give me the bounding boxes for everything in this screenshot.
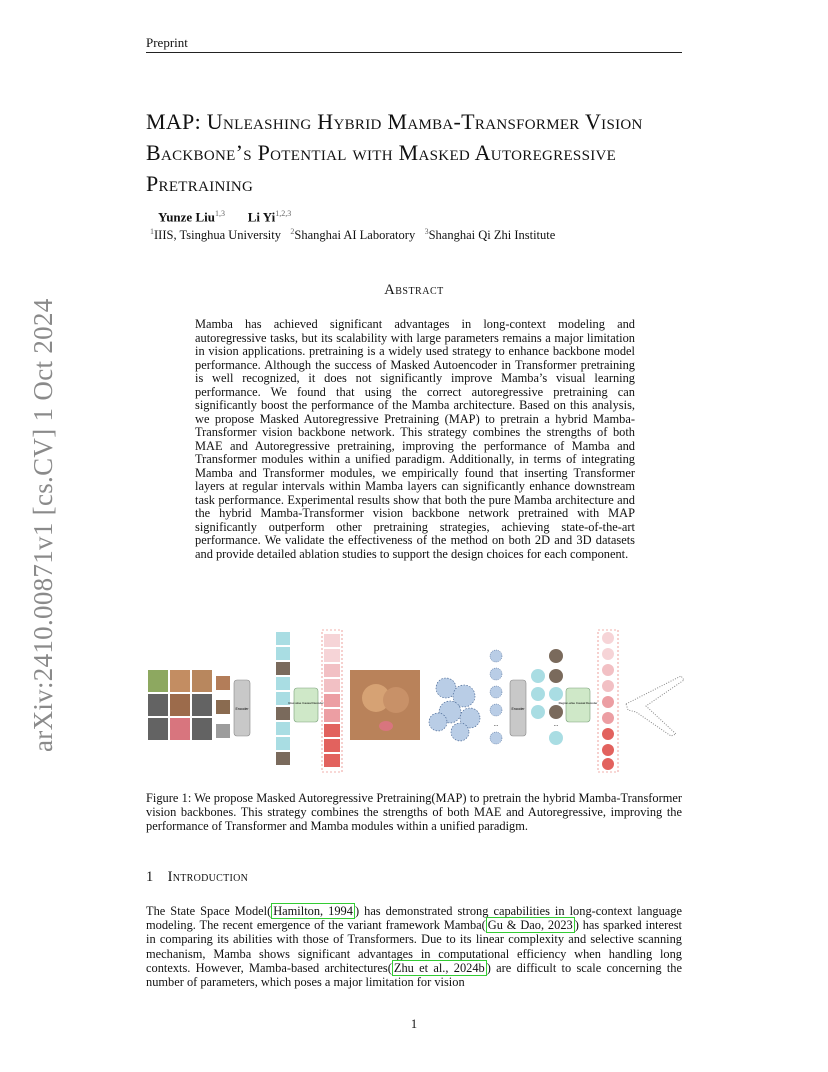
author-affil: 1,3 [214,209,225,218]
encoded-token-column [531,649,563,745]
author-list [158,209,291,225]
intro-text: ) has demonstrated strong capabilities in long-context language modeling. The recent emergence of the variant framework Mamba( [146,904,682,933]
section-heading [146,869,262,886]
reconstructed-image [350,670,420,740]
running-head: Preprint [146,35,188,50]
section-number: 1 [146,869,154,885]
author-name: Li Yi [247,209,276,225]
citation-link[interactable]: Gu & Dao, 2023 [487,918,573,933]
region-decoder-label: Region-wise Causal Decoder [558,701,598,705]
encoder-label-right: Encoder [511,707,525,711]
section-title: Introduction [167,869,249,885]
affiliation-list [150,227,555,243]
point-cloud-groups [429,678,480,741]
author-affil: 1,2,3 [275,209,292,218]
airplane-point-cloud [626,676,684,736]
affil-name: Shanghai Qi Zhi Institute [428,228,556,243]
abstract-heading: Abstract [384,282,444,298]
intro-text: ) are difficult to scale concerning the number of parameters, which poses a major limitation for vision [146,960,682,990]
citation-link[interactable]: Zhu et al., 2024b [393,960,485,975]
header-rule [146,52,682,53]
row-decoder-block [294,688,318,722]
affil-name: IIIS, Tsinghua University [154,228,282,243]
visible-patches [216,676,230,738]
intro-text: ) has sparked interest in comparing its abilities with those of Transformers. Due to its linear complexity and selective scanning mechanism, Mamba shows significant advantages in computational efficiency when handling long contexts. However, Mamba-based architectures( [146,918,682,975]
paper-title: MAP: Unleashing Hybrid Mamba-Transformer Vision Backbone’s Potential with Masked Autoregressive Pretraining [146,109,643,196]
input-patch-grid [148,670,212,740]
affil-name: Shanghai AI Laboratory [294,228,416,243]
token-column-left [276,632,290,765]
intro-paragraph [146,904,682,989]
affil-num: 1 [150,227,154,236]
affil-num: 3 [424,227,429,236]
token-column-output [322,630,342,772]
figure-caption: Figure 1: We propose Masked Autoregressive Pretraining(MAP) to pretrain the hybrid Mamba-Transformer vision backbones. This strategy combines the strengths of both MAE and Autoregressive, improving the performance of Transformer and Mamba modules within a unified paradigm. [146,791,682,833]
author-name: Yunze Liu [158,209,215,225]
row-decoder-label: Row-wise Causal Decoder [288,701,324,705]
affil-num: 2 [290,227,295,236]
region-decoder-block [566,688,590,722]
figure-1 [146,626,686,776]
citation-link[interactable]: Hamilton, 1994 [273,904,353,918]
arxiv-stamp: arXiv:2410.00871v1 [cs.CV] 1 Oct 2024 [28,298,58,752]
ellipsis-left: ... [493,722,499,728]
ellipsis-right: ... [553,722,559,728]
point-token-column [490,650,502,744]
page-number: 1 [410,1017,418,1031]
intro-text: The State Space Model( [146,904,272,918]
abstract-text: Mamba has achieved significant advantages in long-context modeling and autoregressive tasks, but its scalability with large parameters remains a major limitation in vision applications. pretraining is a widely used strategy to enhance backbone model performance. Although the success of Masked Autoencoder in Transformer pretraining is well recognized, it does not significantly improve Mamba’s visual learning performance. We found that using the correct autoregressive pretraining can significantly boost the performance of the Mamba architecture. Based on this analysis, we propose Masked Autoregressive Pretraining (MAP) to pretrain a hybrid Mamba-Transformer vision backbone network. This strategy combines the strengths of both MAE and Autoregressive pretraining, improving the performance of Mamba and Transformer modules within a unified paradigm. Additionally, in terms of integrating Mamba and Transformer modules, we empirically found that inserting Transformer layers at regular intervals within Mamba layers can significantly enhance downstream task performance. Experimental results show that both the pure Mamba architecture and the hybrid Mamba-Transformer vision backbone network pretrained with MAP significantly outperform other pretraining strategies, achieving state-of-the-art performance. We validate the effectiveness of the method on both 2D and 3D datasets and provide detailed ablation studies to support the design choices for each component. [195,317,635,561]
encoder-label: Encoder [235,707,249,711]
point-output-column [598,630,618,772]
